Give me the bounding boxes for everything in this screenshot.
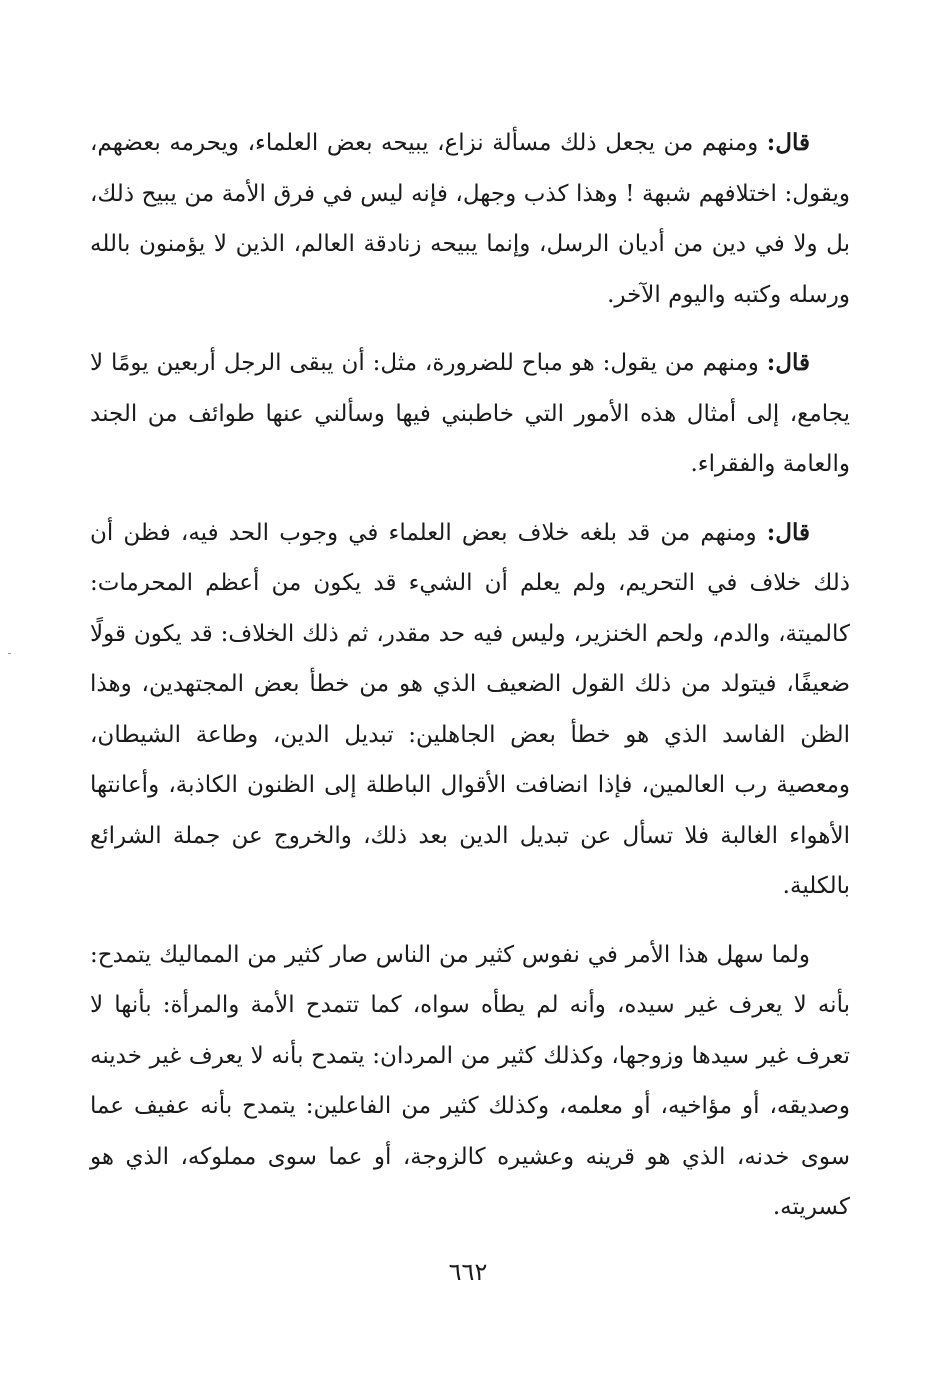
paragraph-text: ومنهم من يقول: هو مباح للضرورة، مثل: أن يبقى الرجل أربعين يومًا لا يجامع، إلى أمثال هذه الأمور التي خاطبني فيها وسألني عنها طوائف من الجند والعامة والفقراء.	[90, 350, 850, 477]
paragraph-text: ومنهم من يجعل ذلك مسألة نزاع، يبيحه بعض العلماء، ويحرمه بعضهم، ويقول: اختلافهم شبهة ! وهذا كذب وجهل، فإنه ليس في فرق الأمة من يبيح ذلك، بل ولا في دين من أديان الرسل، وإنما يبيحه زنادقة العالم، الذين لا يؤمنون بالله ورسله وكتبه واليوم الآخر.	[90, 130, 850, 308]
paragraph-text: ومنهم من قد بلغه خلاف بعض العلماء في وجوب الحد فيه، فظن أن ذلك خلاف في التحريم، ولم يعلم أن الشيء قد يكون من أعظم المحرمات: كالميتة، والدم، ولحم الخنزير، وليس فيه حد مقدر، ثم ذلك الخلاف: قد يكون قولًا ضعيفًا، فيتولد من ذلك القول الضعيف الذي هو من خطأ بعض المجتهدين، وهذا الظن الفاسد الذي هو خطأ بعض الجاهلين: تبديل الدين، وطاعة الشيطان، ومعصية رب العالمين، فإذا انضافت الأقوال الباطلة إلى الظنون الكاذبة، وأعانتها الأهواء الغالبة فلا تسأل عن تبديل الدين بعد ذلك، والخروج عن جملة الشرائع بالكلية.	[90, 519, 851, 899]
page-body	[90, 118, 850, 1251]
paragraph-3	[90, 508, 850, 912]
paragraph-1	[90, 118, 850, 320]
page-number: ٦٦٢	[448, 1258, 488, 1286]
paragraph-lead: قال:	[766, 129, 810, 156]
paragraph-4	[90, 930, 850, 1233]
paragraph-lead: قال:	[766, 349, 810, 376]
paragraph-text: ولما سهل هذا الأمر في نفوس كثير من الناس صار كثير من المماليك يتمدح: بأنه لا يعرف غير سيده، وأنه لم يطأه سواه، كما تتمدح الأمة والمرأة: بأنها لا تعرف غير سيدها وزوجها، وكذلك كثير من المردان: يتمدح بأنه لا يعرف غير خدينه وصديقه، أو مؤاخيه، أو معلمه، وكذلك كثير من الفاعلين: يتمدح بأنه عفيف عما سوى خدنه، الذي هو قرينه وعشيره كالزوجة، أو عما سوى مملوكه، الذي هو كسريته.	[90, 941, 850, 1220]
paragraph-lead: قال:	[766, 518, 810, 546]
paragraph-2	[90, 338, 850, 490]
margin-mark	[8, 653, 11, 654]
